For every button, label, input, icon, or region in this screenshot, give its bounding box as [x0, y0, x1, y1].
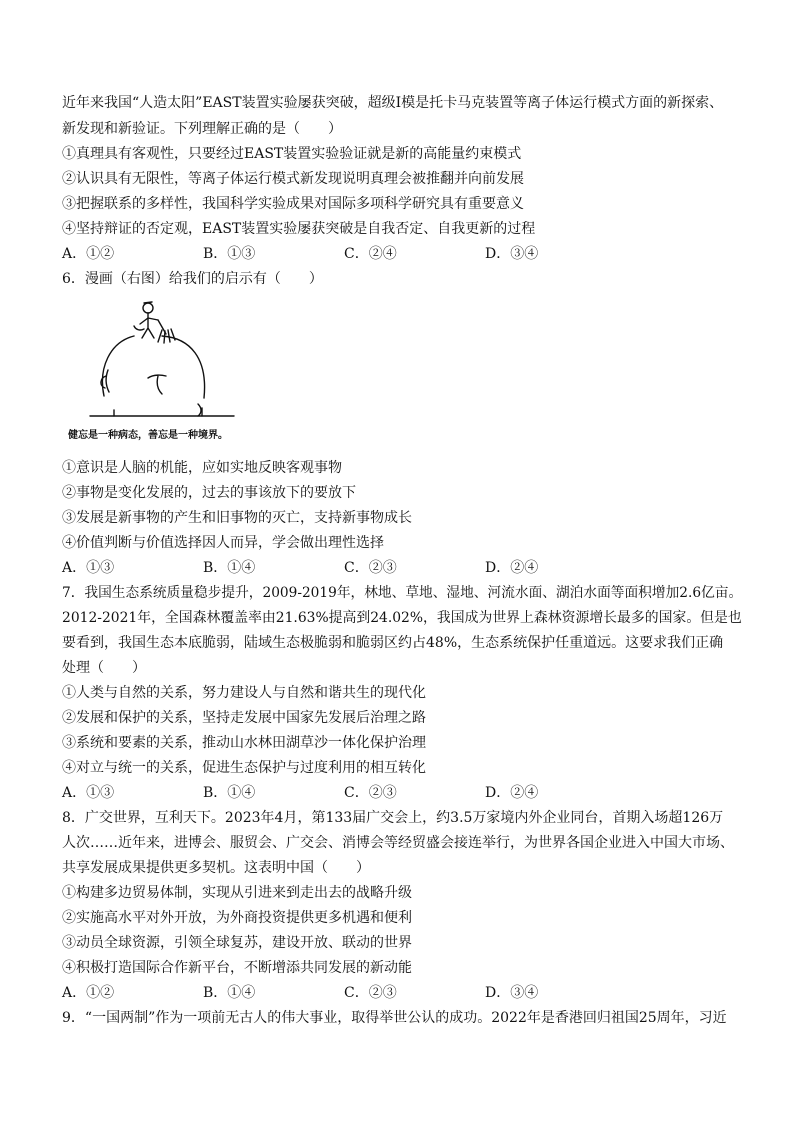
q6-option-b: B．①④ [203, 560, 256, 576]
q8-option-a: A．①② [62, 985, 115, 1001]
q7-statement-4: ④对立与统一的关系，促进生态保护与过度利用的相互转化 [62, 760, 426, 776]
q5-option-b: B．①③ [203, 246, 256, 262]
q8-option-b: B．①④ [203, 985, 256, 1001]
q6-option-a: A．①③ [62, 560, 115, 576]
q7-stem-line-2: 2012-2021年，全国森林覆盖率由21.63%提高到24.02%，我国成为世界上森林资源增长最多的国家。但是也 [62, 610, 742, 626]
q8-option-d: D．③④ [485, 985, 539, 1001]
q7-option-d: D．②④ [485, 785, 539, 801]
q7-stem-line-1: 7．我国生态系统质量稳步提升，2009-2019年，林地、草地、湿地、河流水面、湖泊水面等面积增加2.6亿亩。 [62, 585, 743, 601]
q7-option-a: A．①③ [62, 785, 115, 801]
q5-statement-3: ③把握联系的多样性，我国科学实验成果对国际多项科学研究具有重要意义 [62, 196, 524, 212]
q5-statement-2: ②认识具有无限性，等离子体运行模式新发现说明真理会被推翻并向前发展 [62, 171, 524, 187]
q8-statement-3: ③动员全球资源，引领全球复苏，建设开放、联动的世界 [62, 935, 412, 951]
q6-option-d: D．②④ [485, 560, 539, 576]
q6-option-c: C．②③ [344, 560, 397, 576]
q6-statement-3: ③发展是新事物的产生和旧事物的灭亡，支持新事物成长 [62, 510, 412, 526]
q8-stem-line-2: 人次……近年来，进博会、服贸会、广交会、消博会等经贸盛会接连举行，为世界各国企业进入中国大市场、 [62, 835, 734, 851]
q8-statement-1: ①构建多边贸易体制，实现从引进来到走出去的战略升级 [62, 885, 412, 901]
q5-stem-line-1: 近年来我国“人造太阳”EAST装置实验屡获突破，超级Ⅰ模是托卡马克装置等离子体运行模式方面的新探索、 [62, 95, 724, 111]
q5-stem-line-2: 新发现和新验证。下列理解正确的是（ ） [62, 121, 342, 137]
q8-stem-line-3: 共享发展成果提供更多契机。这表明中国（ ） [62, 860, 370, 876]
q5-statement-4: ④坚持辩证的否定观，EAST装置实验屡获突破是自我否定、自我更新的过程 [62, 221, 536, 237]
q6-statement-1: ①意识是人脑的机能，应如实地反映客观事物 [62, 460, 342, 476]
q7-stem-line-3: 要看到，我国生态本底脆弱，陆域生态极脆弱和脆弱区约占48%，生态系统保护任重道远。这要求我们正确 [62, 635, 724, 651]
cartoon-image [62, 298, 272, 446]
q9-stem-line-1: 9．“一国两制”作为一项前无古人的伟大事业，取得举世公认的成功。2022年是香港回归祖国25周年，习近 [62, 1010, 727, 1026]
cartoon-caption: 健忘是一种病态，善忘是一种境界。 [68, 430, 228, 441]
q6-statement-4: ④价值判断与价值选择因人而异，学会做出理性选择 [62, 535, 384, 551]
q8-option-c: C．②③ [344, 985, 397, 1001]
q7-statement-3: ③系统和要素的关系，推动山水林田湖草沙一体化保护治理 [62, 735, 426, 751]
q5-option-c: C．②④ [344, 246, 397, 262]
q8-statement-4: ④积极打造国际合作新平台，不断增添共同发展的新动能 [62, 960, 412, 976]
q6-stem: 6．漫画（右图）给我们的启示有（ ） [62, 271, 323, 287]
q5-statement-1: ①真理具有客观性，只要经过EAST装置实验验证就是新的高能量约束模式 [62, 146, 522, 162]
q7-statement-1: ①人类与自然的关系，努力建设人与自然和谐共生的现代化 [62, 685, 426, 701]
q7-option-b: B．①④ [203, 785, 256, 801]
q6-statement-2: ②事物是变化发展的，过去的事该放下的要放下 [62, 485, 356, 501]
q7-stem-line-4: 处理（ ） [62, 660, 146, 676]
q8-stem-line-1: 8．广交世界，互利天下。2023年4月，第133届广交会上，约3.5万家境内外企业同台，首期入场超126万 [62, 810, 724, 826]
q5-option-d: D．③④ [485, 246, 539, 262]
q8-statement-2: ②实施高水平对外开放，为外商投资提供更多机遇和便利 [62, 910, 412, 926]
q7-statement-2: ②发展和保护的关系，坚持走发展中国家先发展后治理之路 [62, 710, 426, 726]
q5-option-a: A．①② [62, 246, 115, 262]
q7-option-c: C．②③ [344, 785, 397, 801]
